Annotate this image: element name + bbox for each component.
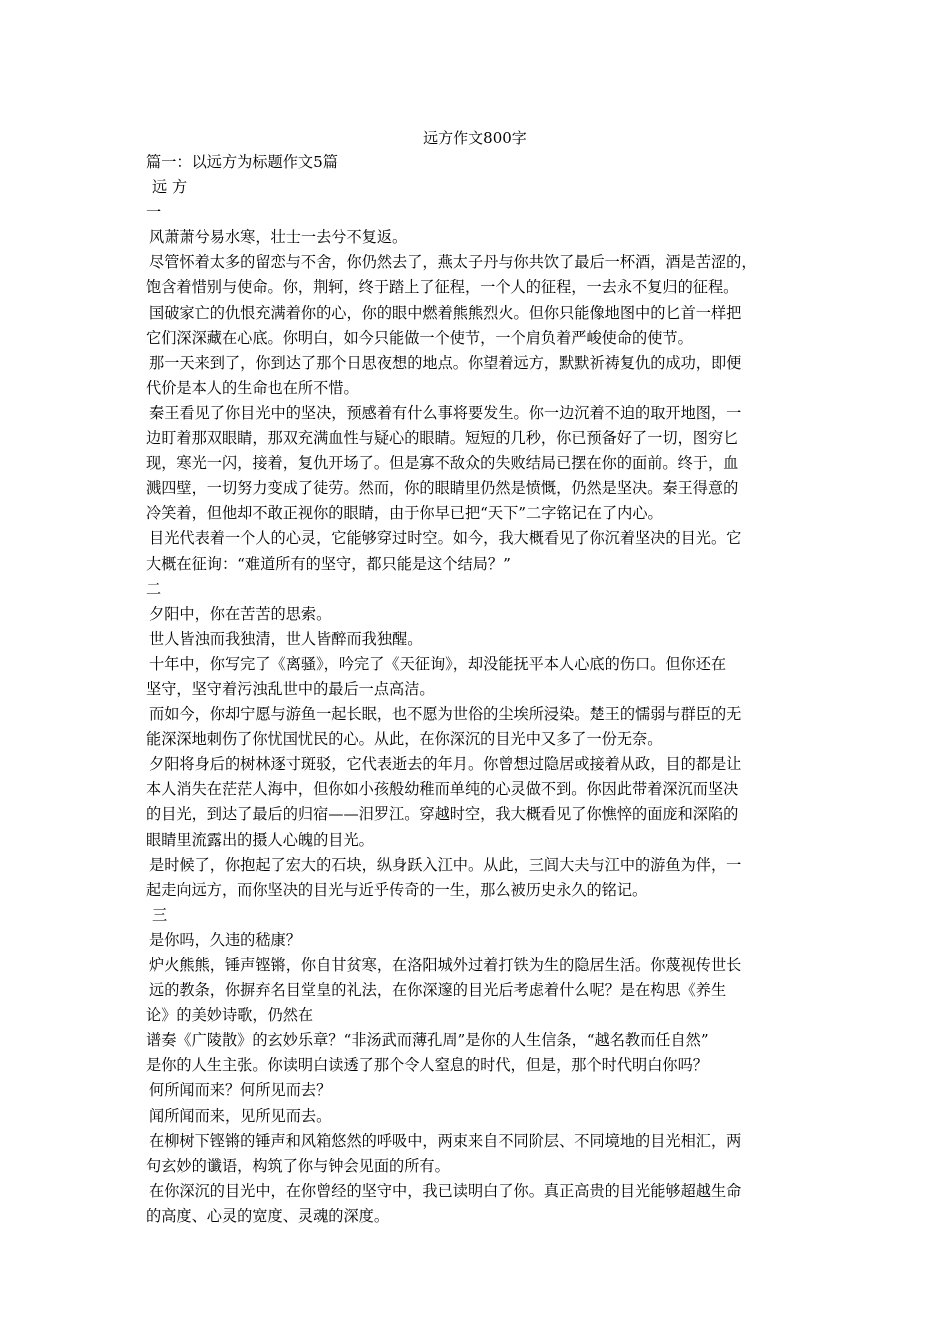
- paragraph-line: 十年中，你写完了《离骚》，吟完了《天征询》，却没能抚平本人心底的伤口。但你还在: [149, 654, 727, 673]
- paragraph-line: 秦王看见了你目光中的坚决，预感着有什么事将要发生。你一边沉着不迫的取开地图，一: [149, 403, 742, 422]
- paragraph-line: 闻所闻而来，见所见而去。: [149, 1106, 332, 1125]
- paragraph-line: 谱奏《广陵散》的玄妙乐章？“非汤武而薄孔周”是你的人生信条，“越名教而任自然”: [146, 1031, 709, 1050]
- paragraph-line: 三: [152, 905, 168, 924]
- paragraph-line: 大概在征询：“难道所有的坚守，都只能是这个结局？”: [146, 554, 511, 573]
- paragraph-line: 它们深深藏在心底。你明白，如今只能做一个使节，一个肩负着严峻使命的使节。: [146, 328, 693, 347]
- paragraph-line: 句玄妙的谶语，构筑了你与钟会见面的所有。: [146, 1156, 450, 1175]
- paragraph-line: 远的教条，你摒弃名目堂皇的礼法，在你深邃的目光后考虑着什么呢？是在构思《养生: [149, 981, 727, 1000]
- paragraph-line: 国破家亡的仇恨充满着你的心，你的眼中燃着熊熊烈火。但你只能像地图中的匕首一样把: [149, 303, 742, 322]
- document-body: [146, 150, 814, 1229]
- paragraph-line: 现，寒光一闪，接着，复仇开场了。但是寡不敌众的失败结局已摆在你的面前。终于，血: [146, 454, 739, 473]
- paragraph-line: 饱含着惜别与使命。你，荆轲，终于踏上了征程，一个人的征程，一去永不复归的征程。: [146, 278, 739, 297]
- paragraph-line: 眼睛里流露出的摄人心魄的目光。: [146, 830, 374, 849]
- paragraph-line: 炉火熊熊，锤声铿锵，你自甘贫寒，在洛阳城外过着打铁为生的隐居生活。你蔑视传世长: [149, 956, 742, 974]
- paragraph-line: 夕阳将身后的树林逐寸斑驳，它代表逝去的年月。你曾想过隐居或接着从政，目的都是让: [149, 755, 742, 774]
- paragraph-line: 目光代表着一个人的心灵，它能够穿过时空。如今，我大概看见了你沉着坚决的目光。它: [149, 529, 742, 548]
- paragraph-line: 是你吗，久违的嵇康？: [149, 930, 301, 949]
- paragraph-line: 起走向远方，而你坚决的目光与近乎传奇的一生，那么被历史永久的铭记。: [146, 880, 648, 899]
- paragraph-line: 风萧萧兮易水寒，壮士一去兮不复返。: [149, 228, 408, 247]
- paragraph-line: 边盯着那双眼睛，那双充满血性与疑心的眼睛。短短的几秒，你已预备好了一切，图穷匕: [146, 429, 739, 448]
- paragraph-line: 能深深地刺伤了你忧国忧民的心。从此，在你深沉的目光中又多了一份无奈。: [146, 730, 663, 749]
- paragraph-line: 坚守，坚守着污浊乱世中的最后一点高洁。: [146, 679, 435, 698]
- paragraph-line: 一: [146, 203, 162, 222]
- paragraph-line: 在柳树下铿锵的锤声和风箱悠然的呼吸中，两束来自不同阶层、不同境地的目光相汇，两: [149, 1131, 742, 1150]
- paragraph-line: 篇一：以远方为标题作文5篇: [146, 153, 338, 171]
- paragraph-line: 在你深沉的目光中，在你曾经的坚守中，我已读明白了你。真正高贵的目光能够超越生命: [149, 1181, 742, 1200]
- paragraph-line: 冷笑着，但他却不敢正视你的眼睛，由于你早已把“天下”二字铭记在了内心。: [146, 504, 663, 523]
- paragraph-line: 而如今，你却宁愿与游鱼一起长眠，也不愿为世俗的尘埃所浸染。楚王的懦弱与群臣的无: [149, 705, 742, 724]
- paragraph-line: 何所闻而来？何所见而去？: [149, 1081, 332, 1100]
- paragraph-line: 世人皆浊而我独清，世人皆醉而我独醒。: [149, 629, 423, 648]
- paragraph-line: 尽管怀着太多的留恋与不舍，你仍然去了，燕太子丹与你共饮了最后一杯酒，酒是苦涩的，: [149, 253, 757, 272]
- paragraph-line: 论》的美妙诗歌，仍然在: [146, 1006, 314, 1025]
- document-title: 远方作文800字: [423, 129, 527, 147]
- paragraph-line: 夕阳中，你在苦苦的思索。: [149, 604, 332, 623]
- paragraph-line: 的目光，到达了最后的归宿——汨罗江。穿越时空，我大概看见了你憔悴的面庞和深陷的: [146, 805, 739, 824]
- paragraph-line: 代价是本人的生命也在所不惜。: [146, 378, 359, 397]
- paragraph-line: 是你的人生主张。你读明白读透了那个令人窒息的时代，但是，那个时代明白你吗？: [146, 1056, 708, 1075]
- paragraph-line: 溅四壁，一切努力变成了徒劳。然而，你的眼睛里仍然是愤慨，仍然是坚决。秦王得意的: [146, 479, 739, 498]
- paragraph-line: 二: [146, 579, 162, 598]
- paragraph-line: 远 方: [152, 178, 188, 197]
- paragraph-line: 是时候了，你抱起了宏大的石块，纵身跃入江中。从此，三闾大夫与江中的游鱼为伴，一: [149, 855, 742, 874]
- paragraph-line: 那一天来到了，你到达了那个日思夜想的地点。你望着远方，默默祈祷复仇的成功，即便: [149, 353, 742, 372]
- paragraph-line: 的高度、心灵的宽度、灵魂的深度。: [146, 1206, 389, 1225]
- paragraph-line: 本人消失在茫茫人海中，但你如小孩般幼稚而单纯的心灵做不到。你因此带着深沉而坚决: [146, 780, 739, 799]
